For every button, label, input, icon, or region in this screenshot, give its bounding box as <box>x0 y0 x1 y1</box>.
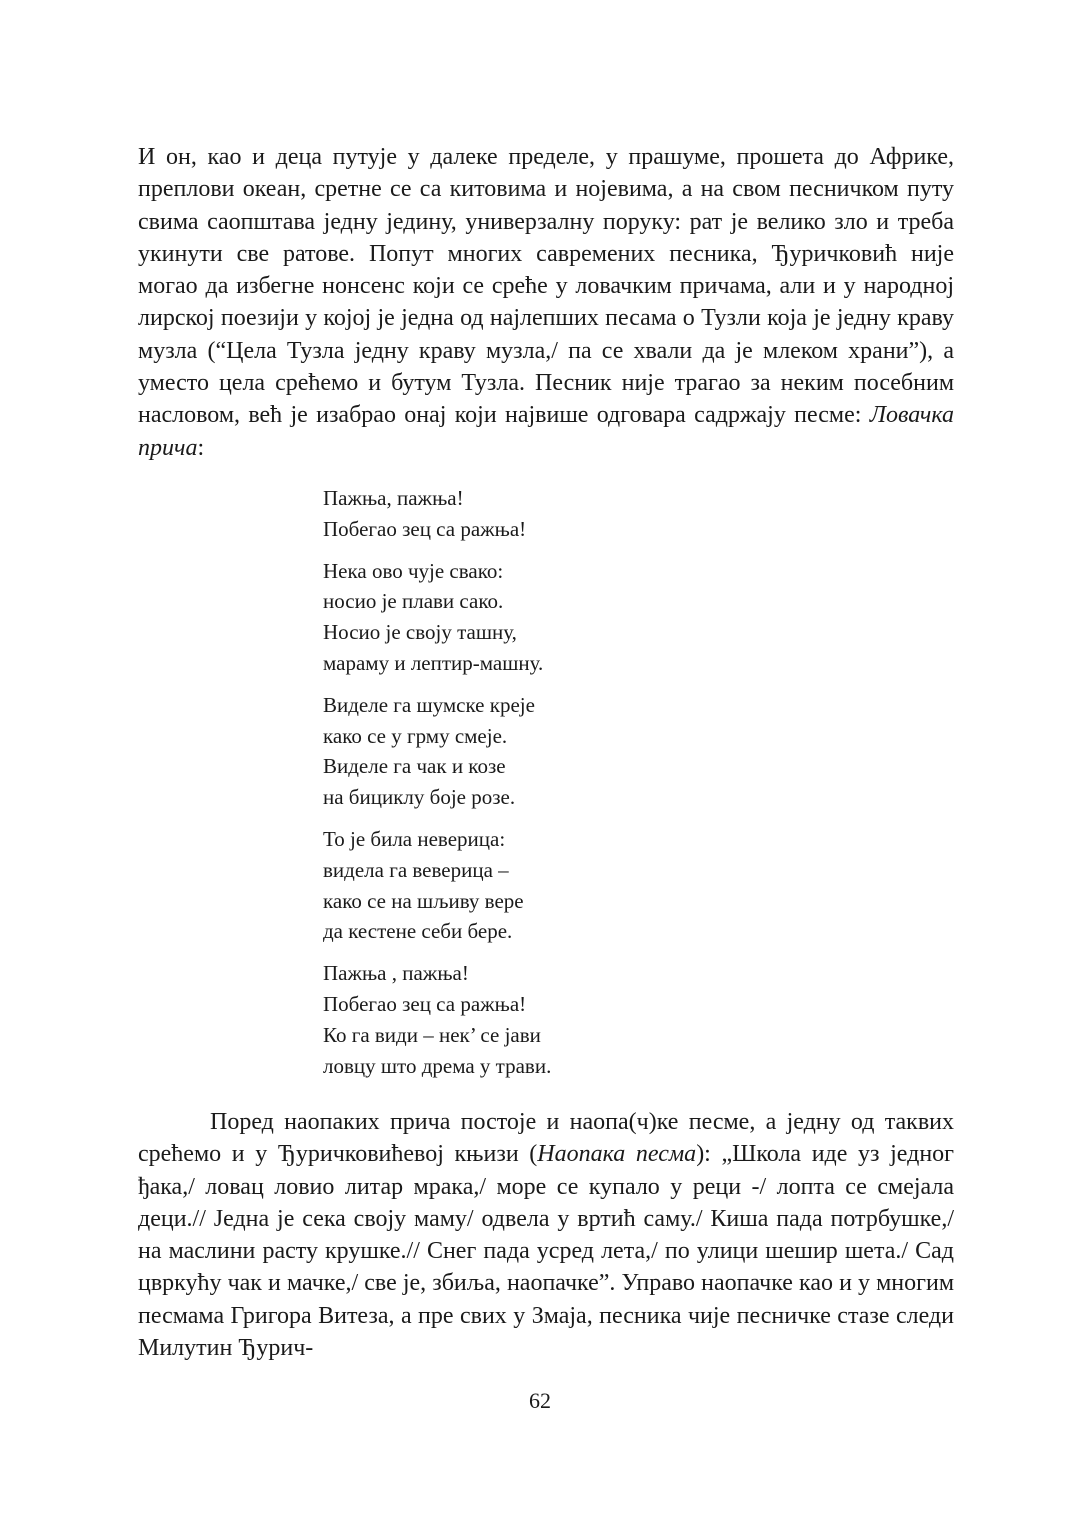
paragraph-top <box>138 141 954 464</box>
verse-line: Ко га види – нек’ се јави <box>323 1022 541 1047</box>
poem-title-italic: Ловачка прича <box>138 402 954 461</box>
stanza <box>323 958 551 1081</box>
paragraph-bottom-before: Поред наопаких прича постоје и наопа(ч)ке песме, а једну од таквих срећемо и у Ђуричковићевој књизи ( <box>138 1109 954 1168</box>
paragraph-bottom-after: ): „Школа иде уз једног ђака,/ ловац ловио литар мрака,/ море се купало у реци -/ лопта се смејала деци.// Једна је сека своју маму/ одвела у вртић саму./ Киша пада потрбушке,/ на маслини расту крушке.// Снег пада усред лета,/ по улици шешир шета./ Сад цвркућу чак и мачке,/ све је, збиља, наопачке”. Управо наопачке као и у многим песмама Григора Витеза, а пре свих у Змаја, песника чије песничке стазе следи Милутин Ђурич- <box>138 1141 955 1362</box>
paragraph-top-body: И он, као и деца путује у далеке пределе, у прашуме, прошета до Африке, преплови океан, сретне се са китовима и нојевима, а на свом песничком путу свима саопштава једну једину, универзалну поруку: рат је велико зло и треба укинути све ратове. Попут многих савремених песника, Ђуричковић није могао да избегне нонсенс који се среће у ловачким причама, али и у народној лирској поезији у којој је једна од најлепших песама о Тузли која је једну краву музла (“Цела Тузла једну краву музла,/ па се хвали да је млеком храни”), а уместо цела срећемо и бутум Тузла. Песник није трагао за неким посебним насловом, већ је изабрао онај који највише одговара садржају песме: <box>138 144 954 429</box>
verse-line: Пажња , пажња! <box>323 961 469 986</box>
verse-line: Виделе га чак и козе <box>323 754 506 779</box>
verse-line: носио је плави сако. <box>323 589 504 614</box>
page-number: 62 <box>529 1388 551 1413</box>
verse-line: Побегао зец са ражња! <box>323 516 527 541</box>
verse-line: мараму и лептир-машну. <box>323 650 544 675</box>
verse-line: Носио је своју ташну, <box>323 620 517 645</box>
poem <box>323 483 551 1092</box>
verse-line: Пажња, пажња! <box>323 486 464 510</box>
verse-line: То је била неверица: <box>323 826 506 851</box>
verse-line: Нека ово чује свако: <box>323 558 504 583</box>
song-title-italic: Наопака песма <box>537 1141 697 1168</box>
verse-line: ловцу што дрема у трави. <box>323 1053 552 1078</box>
stanza <box>323 824 551 947</box>
stanza <box>323 556 551 679</box>
paragraph-top-end: : <box>197 434 205 461</box>
stanza <box>323 483 551 545</box>
verse-line: како се у грму смеје. <box>323 723 508 748</box>
verse-line: видела га веверица – <box>323 857 509 882</box>
paragraph-top-text <box>138 141 954 464</box>
paragraph-bottom-text <box>138 1106 954 1364</box>
verse-line: на бициклу боје розе. <box>323 785 516 810</box>
verse-line: Побегао зец са ражња! <box>323 991 527 1016</box>
verse-line: како се на шљиву вере <box>323 888 524 913</box>
stanza <box>323 690 551 813</box>
verse-line: да кестене себи бере. <box>323 919 513 944</box>
verse-line: Виделе га шумске креје <box>323 692 535 717</box>
paragraph-bottom <box>138 1106 954 1364</box>
